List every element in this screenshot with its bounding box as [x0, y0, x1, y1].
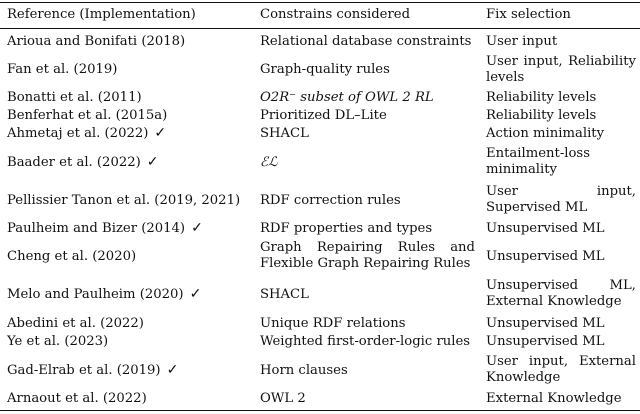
reference-text: Ahmetaj et al. (2022)	[7, 126, 149, 141]
top-rule	[0, 2, 640, 3]
fix-cell: Unsupervised ML	[486, 316, 605, 331]
constraints-cell: Relational database constraints	[260, 34, 472, 49]
reference-cell: Benferhat et al. (2015a)	[7, 108, 168, 123]
fix-cell: Unsupervised ML, External Knowledge	[486, 278, 636, 309]
fix-cell: Action minimality	[486, 126, 605, 141]
bottom-rule	[0, 410, 640, 411]
fix-cell: Unsupervised ML	[486, 221, 605, 236]
check-icon: ✓	[166, 362, 179, 378]
reference-cell: Fan et al. (2019)	[7, 62, 118, 77]
reference-cell: Pellissier Tanon et al. (2019, 2021)	[7, 193, 241, 208]
reference-cell	[7, 155, 252, 171]
reference-text: Melo and Paulheim (2020)	[7, 287, 184, 302]
header-reference: Reference (Implementation)	[7, 7, 196, 22]
constraints-cell: SHACL	[260, 126, 309, 141]
reference-text: Baader et al. (2022)	[7, 155, 141, 170]
reference-cell: Arnaout et al. (2022)	[7, 391, 147, 406]
fix-cell: User input, Supervised ML	[486, 184, 636, 215]
fix-cell: User input, External Knowledge	[486, 354, 636, 385]
constraints-cell: RDF properties and types	[260, 221, 433, 236]
constraints-cell: Horn clauses	[260, 363, 348, 378]
fix-cell: External Knowledge	[486, 391, 622, 406]
reference-text: Gad-Elrab et al. (2019)	[7, 363, 161, 378]
constraints-cell: Unique RDF relations	[260, 316, 406, 331]
reference-cell: Arioua and Bonifati (2018)	[7, 34, 186, 49]
check-icon: ✓	[189, 286, 202, 302]
reference-cell	[7, 363, 252, 379]
fix-cell: Unsupervised ML	[486, 249, 605, 264]
constraints-cell: RDF correction rules	[260, 193, 401, 208]
header-fix: Fix selection	[486, 7, 571, 22]
fix-cell: Entailment-loss minimality	[486, 146, 590, 177]
reference-cell	[7, 287, 252, 303]
fix-cell: User input	[486, 34, 558, 49]
reference-cell: Ye et al. (2023)	[7, 334, 109, 349]
fix-cell: Unsupervised ML	[486, 334, 605, 349]
header-constraints: Constrains considered	[260, 7, 411, 22]
reference-cell: Bonatti et al. (2011)	[7, 90, 142, 105]
check-icon: ✓	[191, 220, 203, 236]
constraints-cell: Graph Repairing Rules and Flexible Graph Repairing Rules	[260, 240, 475, 271]
header-rule	[0, 28, 640, 29]
fix-cell: User input, Reliability levels	[486, 54, 636, 85]
constraints-cell: ℰℒ	[260, 155, 278, 170]
check-icon: ✓	[146, 154, 159, 170]
reference-cell: Cheng et al. (2020)	[7, 249, 137, 264]
constraints-cell: Graph-quality rules	[260, 62, 390, 77]
reference-text: Paulheim and Bizer (2014)	[7, 221, 186, 236]
reference-cell: Abedini et al. (2022)	[7, 316, 144, 331]
fix-cell: Reliability levels	[486, 108, 597, 123]
constraints-cell: OWL 2	[260, 391, 306, 406]
check-icon: ✓	[154, 125, 167, 141]
reference-cell	[7, 221, 252, 237]
constraints-cell: Weighted first-order-logic rules	[260, 334, 471, 349]
fix-cell: Reliability levels	[486, 90, 597, 105]
constraints-cell: Prioritized DL–Lite	[260, 108, 387, 123]
reference-cell	[7, 126, 252, 142]
constraints-cell: O2R⁻ subset of OWL 2 RL	[260, 90, 434, 105]
constraints-cell: SHACL	[260, 287, 309, 302]
